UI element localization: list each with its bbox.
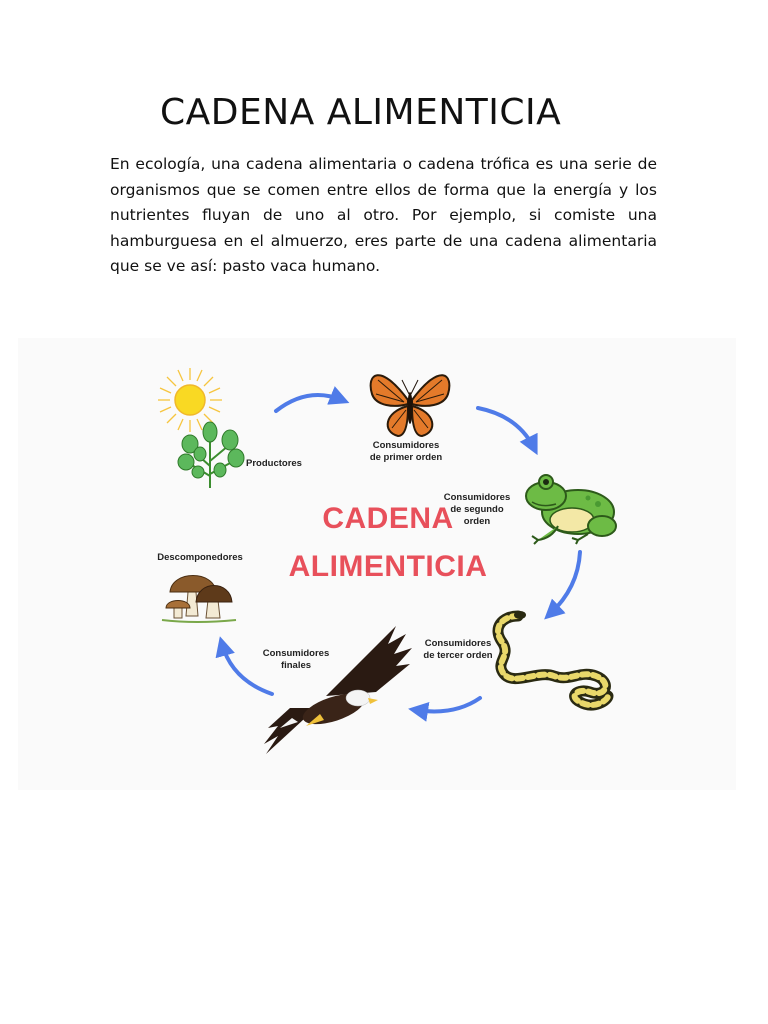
eagle-icon xyxy=(264,626,412,754)
label-tercer-orden-line1: Consumidores xyxy=(424,638,492,649)
label-finales-line2: finales xyxy=(280,660,312,671)
label-primer-orden-line1: Consumidores xyxy=(372,440,440,451)
label-segundo-orden-line1: Consumidores xyxy=(443,492,511,503)
butterfly-icon xyxy=(371,375,450,436)
intro-paragraph: En ecología, una cadena alimentaria o cadena trófica es una serie de organismos que se comen entre ellos de forma que la energía y los nutrientes fluyan de uno al otro. Por ejemplo, si comiste una hamburguesa en el almuerzo, eres parte de una cadena alimentaria que se ve así: pasto vaca humano. xyxy=(110,155,657,275)
label-primer-orden xyxy=(356,440,456,464)
label-primer-orden-line2: de primer orden xyxy=(369,452,443,463)
arrow-segundo-to-tercer xyxy=(550,552,580,614)
frog-icon xyxy=(526,475,616,544)
label-descomponedores: Descomponedores xyxy=(157,552,243,563)
label-finales xyxy=(258,648,334,672)
label-tercer-orden-line2: de tercer orden xyxy=(423,650,493,661)
food-chain-diagram xyxy=(18,338,736,790)
plant-icon xyxy=(178,422,244,488)
page-title: CADENA ALIMENTICIA xyxy=(160,92,562,133)
diagram-title-line2: ALIMENTICIA xyxy=(288,550,488,583)
label-segundo-orden-line2: de segundo xyxy=(450,504,504,515)
arrow-tercer-to-finales xyxy=(416,698,480,712)
snake-icon xyxy=(498,611,608,705)
label-productores: Productores xyxy=(246,458,302,469)
mushroom-icon xyxy=(162,576,236,623)
arrow-primer-to-segundo xyxy=(478,408,534,448)
label-segundo-orden-line3: orden xyxy=(463,516,491,527)
label-finales-line1: Consumidores xyxy=(262,648,330,659)
label-tercer-orden xyxy=(416,638,500,662)
arrow-productores-to-primer xyxy=(276,395,342,411)
diagram-title-line1: CADENA xyxy=(322,502,454,535)
